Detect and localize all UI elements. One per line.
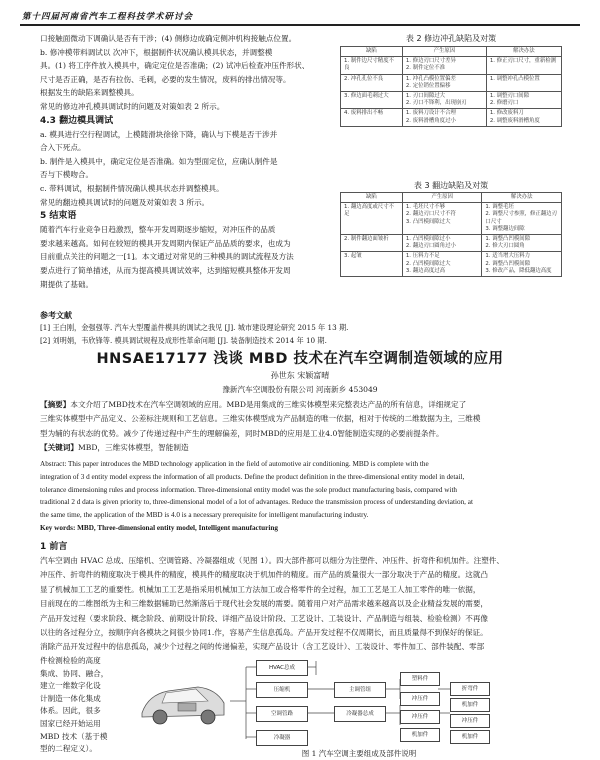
keywords-label: 【关键词】 — [40, 443, 78, 453]
table2-caption: 表 2 修边冲孔缺陷及对策 — [405, 34, 497, 43]
table-header: 产生原因 — [402, 47, 486, 57]
keywords-en: Key words: MBD, Three-dimensional entity model, Intelligent manufacturing — [40, 523, 278, 532]
part-box: 折弯件 — [450, 682, 490, 696]
table-cell: 3. 起皱 — [341, 252, 403, 277]
text-line: traditional 2 d data is given priority to, three-dimensional model of a lot of advantages. Reduce the transmission process of understanding deviation, at — [40, 498, 473, 507]
table-cell: 1. 调整刃口间隙 2. 修磨刃口 — [486, 92, 561, 109]
text-line: 汽车空调由 HVAC 总成、压缩机、空调管路、冷凝器组成（见图 1）。四大部件都可以细分为注塑件、冲压件、折弯件和机加件。注塑件、 — [40, 556, 504, 565]
table-cell: 1. 修改废料刀 2. 调整废料滑槽角度 — [486, 109, 561, 126]
abstract-en — [40, 458, 580, 535]
table-cell: 1. 调整冲孔凸模位置 — [486, 74, 561, 91]
condenser-box: 冷凝器 — [256, 730, 308, 746]
text-line: 尺寸是否正确，是否有拉伤、毛刺，必要的发生情况，废料的排出情况等。 — [40, 74, 291, 84]
keywords-text: MBD，三维实体模型，智能制造 — [77, 443, 189, 453]
table-cell: 1. 毛坯尺寸不够 2. 翻边刃口尺寸不符 3. 凸凹模间隙过大 — [402, 203, 482, 235]
table3 — [340, 192, 562, 277]
text-line: 显了机械加工工艺的重要性。机械加工工艺是指采用机械加工方法加工或合格零件的全过程，加工工艺是工人加工零件的唯一依据， — [40, 584, 481, 594]
text-line: MBD 技术（基于模 — [40, 731, 108, 741]
reference-item: [2] 刘明娟，韦欣锋等. 模具调试规程及成形性革命问题 [J]. 装备制造技术 2014 年 10 期. — [40, 335, 327, 345]
table-header-row — [341, 47, 562, 57]
text-line: 三维实体模型中产品定义、公差标注规则和工艺信息。三维实体模型成为产品制造的唯一依据，相对于传统的二维数据为主，三维模 — [40, 414, 481, 424]
table-cell: 1. 翻边高度或尺寸不足 — [341, 203, 403, 235]
table-row — [341, 235, 562, 252]
text-line: 目前现在的二维图纸为主和三维数据辅助已然渐落后于现代社会发展的需要。随着用户对产品需求越来越高以及企业精益发展的需要， — [40, 599, 489, 609]
text-line: 集成、协同、融合， — [40, 668, 109, 678]
text-line: 否与下模吻合。 — [40, 170, 94, 180]
abstract-cn — [40, 398, 580, 456]
table-cell: 1. 冲孔凸模位置偏差 2. 定位销位置偏移 — [402, 74, 486, 91]
table-header: 缺陷 — [341, 193, 403, 203]
table-header: 解决办法 — [486, 47, 561, 57]
table-row — [341, 57, 562, 74]
table-header: 产生原因 — [402, 193, 482, 203]
part-box: 冲压件 — [400, 710, 440, 724]
table-cell: 2. 制件翻边面皱折 — [341, 235, 403, 252]
pipes-box: 空调管路 — [256, 706, 308, 722]
text-line — [40, 398, 580, 412]
text-line: a. 模具进行空行程调试，上模随滑块徐徐下降，确认与下模是否干涉并 — [40, 129, 278, 139]
article-authors: 孙世东 宋颖富晴 — [270, 371, 330, 380]
text-line: 型的二程定义）。 — [40, 744, 97, 754]
part-box: 机加件 — [450, 730, 490, 744]
table-header: 解决办法 — [482, 193, 562, 203]
table-row — [341, 109, 562, 126]
text-line: 件检测检验的高度 — [40, 656, 101, 665]
table-row — [341, 92, 562, 109]
section-heading: 5 结束语 — [40, 211, 77, 222]
table-cell: 1. 压料力不足 2. 凸凹模间隙过大 3. 翻边高度过高 — [402, 252, 482, 277]
text-line: 常见的翻边模具调试时的问题及对策如表 3 所示。 — [40, 197, 210, 207]
text-line — [40, 441, 580, 455]
table-cell: 1. 适当增大压料力 2. 调整凸凹模间隙 3. 修改产品，降低翻边高度 — [482, 252, 562, 277]
left-column — [40, 32, 335, 291]
text-line: 要求越来越高。如何在较短的模具开发周期内保证产品品质的要求，也成为 — [40, 238, 291, 248]
connector-lines — [138, 655, 580, 747]
text-line: integration of 3 d entity model express the information of all products. Define the product definition in the three-dimensional entity model in detail, — [40, 472, 465, 481]
hvac-box: HVAC总成 — [256, 660, 308, 676]
table-cell: 1. 修边刃口尺寸差异 2. 制件定位不准 — [402, 57, 486, 74]
text-line: Abstract: This paper introduces the MBD technology application in the field of automotive air conditioning. MBD is complete with the — [40, 460, 429, 468]
table-cell: 3. 修边面毛刺过大 — [341, 92, 403, 109]
text-line: 要点进行了简单描述，从而为提高模具调试效率，达到缩短模具整体开发周 — [40, 265, 291, 275]
section-heading: 4.3 翻边模具调试 — [40, 115, 114, 126]
part-box: 冲压件 — [400, 692, 440, 706]
table2 — [340, 46, 562, 127]
table-cell: 1. 调整毛坯 2. 调整尺寸参照，修正翻边刃口尺寸 3. 调整翻边间隙 — [482, 203, 562, 235]
text-line: 产品开发过程（要求阶段、概念阶段、前期设计阶段、详细产品设计阶段、工艺设计、工装设计、产品制造与组装、检验检测）不再像 — [40, 613, 489, 623]
table-row — [341, 252, 562, 277]
header-rule — [20, 24, 580, 26]
table-cell: 4. 废料排出不畅 — [341, 109, 403, 126]
references-heading: 参考文献 — [40, 311, 72, 320]
text-line: 建立一维数字化设 — [40, 681, 101, 691]
text-line: b. 修冲模带料调试以 次冲下，根据制件状况确认模具状态，并调整模 — [40, 47, 273, 57]
abstract-label: 【摘要】 — [40, 400, 71, 409]
text-line: 口接触面微动下调确认是否有干涉；(4) 侧修边成确定侧冲机构接触点位置。 — [40, 34, 297, 43]
part-box: 机加件 — [400, 728, 440, 742]
abstract-text: 本文介绍了MBD技术在汽车空调领域的应用。MBD是用集成的三维实体模型来完整表达产品的所有信息，详细规定了 — [70, 400, 467, 409]
table3-caption: 表 3 翻边缺陷及对策 — [413, 181, 489, 190]
text-line: 目前重点关注的问题之一[1]。本文通过对常见的三种模具的调试流程及方法 — [40, 252, 294, 262]
text-line: 体系。因此，很多 — [40, 706, 101, 716]
figure1-diagram — [138, 655, 580, 747]
part-box: 冲压件 — [450, 714, 490, 728]
part-box: 塑料件 — [400, 672, 440, 686]
text-line: tolerance dimensioning rules and process information. Three-dimensional entity model was the sole product manufacturing basis, compared with — [40, 485, 458, 494]
table-row — [341, 203, 562, 235]
table-cell: 1. 修正刃口尺寸，重新检测 — [486, 57, 561, 74]
article-title: HNSAE17177 浅谈 MBD 技术在汽车空调制造领域的应用 — [96, 351, 504, 367]
table-cell: 1. 刃口间隙过大 2. 刃口不锋利，出现崩刃 — [402, 92, 486, 109]
text-line: 计制造一体化集成 — [40, 693, 101, 703]
text-line: 常见的修边冲孔模具调试时的问题及对策如表 2 所示。 — [40, 101, 225, 111]
text-line: 合入下死点。 — [40, 143, 86, 153]
text-line: 冲压件、折弯件的精度取决于模具件的精度，模具件的精度取决于机加件的精度。而产品的质量很大一部分取决于产品的精度。这就凸 — [40, 570, 489, 580]
table-header: 缺陷 — [341, 47, 403, 57]
figure1-caption: 图 1 汽车空调主要组成及部件说明 — [301, 749, 417, 758]
tube-group-box: 主调管组 — [334, 682, 386, 698]
text-line: c. 带料调试，根据制件情况确认模具状态并调整模具。 — [40, 183, 224, 193]
condenser-assembly-box: 冷凝器总成 — [334, 706, 386, 722]
intro-full-width — [40, 554, 580, 655]
table-row — [341, 74, 562, 91]
article-affiliation: 豫新汽车空调股份有限公司 河南新乡 453049 — [222, 385, 378, 394]
text-line: 期提供了基础。 — [40, 279, 94, 289]
table-cell: 1. 制件边尺寸精度不良 — [341, 57, 403, 74]
table-cell: 1. 调整凸凹模间隙 2. 修大刃口圆角 — [482, 235, 562, 252]
compressor-box: 压缩机 — [256, 682, 308, 698]
table-cell: 1. 凸凹模间隙过小 2. 翻边刃口圆角过小 — [402, 235, 482, 252]
text-line: 具。(1) 将工序件放入模具中，确定定位是否准确；(2) 试冲后检查冲压件形状、 — [40, 61, 310, 71]
text-line: 型为辅的有状态的优势。减少了传递过程中产生的理解偏差，同时MBD的应用是工业4.0智能制造实现的必要前提条件。 — [40, 428, 444, 438]
journal-header: 第十四届河南省汽车工程科技学术研讨会 — [22, 12, 194, 22]
text-line: 根据发生的缺陷来调整模具。 — [40, 88, 139, 98]
table-cell: 1. 废料刀设计不合理 2. 废料滑槽角度过小 — [402, 109, 486, 126]
text-line: 随着汽车行业竞争日趋激烈，整车开发周期逐步缩短，对冲压件的品质 — [40, 225, 276, 235]
text-line: 以往的各过程分立，按顺序向各模块之间很少协同1.作，容易产生信息孤岛。产品开发过程不仅周期长，而且质量得不到保好的保证。 — [40, 628, 488, 638]
text-line: b. 制件是入模具中，确定定位是否准确。如为型面定位，应确认制件是 — [40, 156, 278, 166]
table-header-row — [341, 193, 562, 203]
references — [40, 310, 580, 347]
text-line: the same time, the application of the MBD is 4.0 is a necessary prerequisite for intelligent manufacturing industry. — [40, 511, 369, 520]
table-cell: 2. 冲孔孔位不良 — [341, 74, 403, 91]
part-box: 机加件 — [450, 698, 490, 712]
text-line: 国家已经开始运用 — [40, 718, 101, 728]
text-line: 消除产品开发过程中的信息孤岛，减少个过程之间的传递偏差，实现产品设计（含工艺设计）、工装设计、零件加工、部件装配、零部 — [40, 642, 485, 652]
intro-heading: 1 前言 — [40, 542, 68, 552]
intro-narrow — [40, 655, 132, 756]
reference-item: [1] 王白刚，金强强等. 汽车大型覆盖件模具的调试之我见 [J]. 城市建设理论研究 2015 年 13 期. — [40, 323, 349, 332]
